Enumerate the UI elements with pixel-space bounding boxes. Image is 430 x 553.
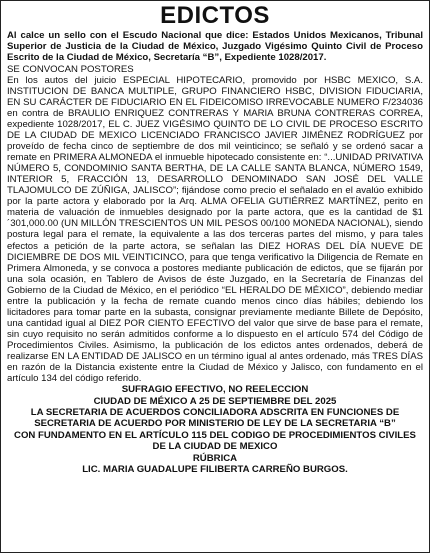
closing-line: DE LA CIUDAD DE MEXICO [152, 441, 278, 453]
closing-line: LA SECRETARIA DE ACUERDOS CONCILIADORA ADSCRITA EN FUNCIONES DE [30, 406, 400, 418]
closing-line: SECRETARIA DE ACUERDO POR MINISTERIO DE LEY DE LA SECRETARIA “B” [34, 418, 396, 430]
notice-title: EDICTOS [160, 2, 270, 29]
seal-header: Al calce un sello con el Escudo Nacional que dice: Estados Unidos Mexicanos, Tribunal Superior de Justicia de la Ciudad de México, Juzgado Vigésimo Quinto Civil de Proceso Escrito de la Ciudad de México, Secretaría “B”, Expediente 1028/2017. [7, 30, 423, 64]
closing-block [7, 384, 423, 475]
closing-line: CON FUNDAMENTO EN EL ARTÍCULO 115 DEL CODIGO DE PROCEDIMIENTOS CIVILES [14, 429, 416, 441]
closing-motto: SUFRAGIO EFECTIVO, NO REELECCION [121, 384, 309, 396]
signature-label: RÚBRICA [192, 452, 238, 464]
closing-date: CIUDAD DE MÉXICO A 25 DE SEPTIEMBRE DEL 2025 [93, 395, 337, 407]
convocation-subheading: SE CONVOCAN POSTORES [7, 63, 134, 75]
edict-body: En los autos del juicio ESPECIAL HIPOTECARIO, promovido por HSBC MEXICO, S.A. INSTITUCION DE BANCA MULTIPLE, GRUPO FINANCIERO HSBC, DIVISION FIDUCIARIA, EN SU CARÁCTER DE FIDUCIARIO EN EL FIDEICOMISO IRREVOCABLE NUMERO F/234036 en contra de BRAULIO ENRIQUEZ CONTRERAS Y MARIA BRUNA CONTRERAS CORREA, expediente 1028/2017, EL C. JUEZ VIGÉSIMO QUINTO DE LO CIVIL DE PROCESO ESCRITO DE LA CIUDAD DE MEXICO LICENCIADO FRANCISCO JAVIER JIMÉNEZ RODRÍGUEZ por proveído de fecha cinco de septiembre de dos mil veinticinco; se señaló y se ordenó sacar a remate en PRIMERA ALMONEDA el inmueble hipotecado consistente en: “...UNIDAD PRIVATIVA NÚMERO 5, CONDOMINIO SANTA BERTHA, DE LA CALLE SANTA BLANCA, NÚMERO 1549, INTERIOR 5, FRACCIÓN 13, DESARROLLO DENOMINADO SAN JOSÉ DEL VALLE TLAJOMULCO DE ZÚÑIGA, JALISCO”; fijándose como precio el señalado en el avalúo exhibido por la parte actora y elaborado por la Arq. ALMA OFELIA GUTIÉRREZ MARTÍNEZ, perito en materia de valuación de inmuebles designado por la parte actora, que es la cantidad de $1´301,000.00 (UN MILLÓN TRESCIENTOS UN MIL PESOS 00/100 MONEDA NACIONAL), siendo postura legal para el remate, la equivalente a las dos terceras partes del mismo, y para tales efectos a petición de la parte actora, se señalan las DIEZ HORAS DEL DÍA NUEVE DE DICIEMBRE DE DOS MIL VEINTICINCO, para que tenga verificativo la Diligencia de Remate en Primera Almoneda, y se convoca a postores mediante publicación de edictos, que se fijarán por una sola ocasión, en Tablero de Avisos de éste Juzgado, en la Secretaría de Finanzas del Gobierno de la Ciudad de México, en el periódico “EL HERALDO DE MÉXICO”, debiendo mediar entre la publicación y la fecha de remate cuando menos cinco días hábiles; debiendo los licitadores para tomar parte en la subasta, consignar previamente mediante Billete de Depósito, una cantidad igual al DIEZ POR CIENTO EFECTIVO del valor que sirve de base para el remate, sin cuyo requisito no serán admitidos conforme a lo dispuesto en el artículo 574 del Código de Procedimientos Civiles. Asimismo, la publicación de los edictos antes ordenados, deberá de realizarse EN LA ENTIDAD DE JALISCO en un término igual al antes ordenado, más TRES DÍAS en razón de la Distancia existente entre la Ciudad de México y Jalisco, con fundamento en el artículo 134 del código referido. [7, 74, 423, 385]
signatory-name: LIC. MARIA GUADALUPE FILIBERTA CARREÑO BURGOS. [82, 463, 348, 475]
